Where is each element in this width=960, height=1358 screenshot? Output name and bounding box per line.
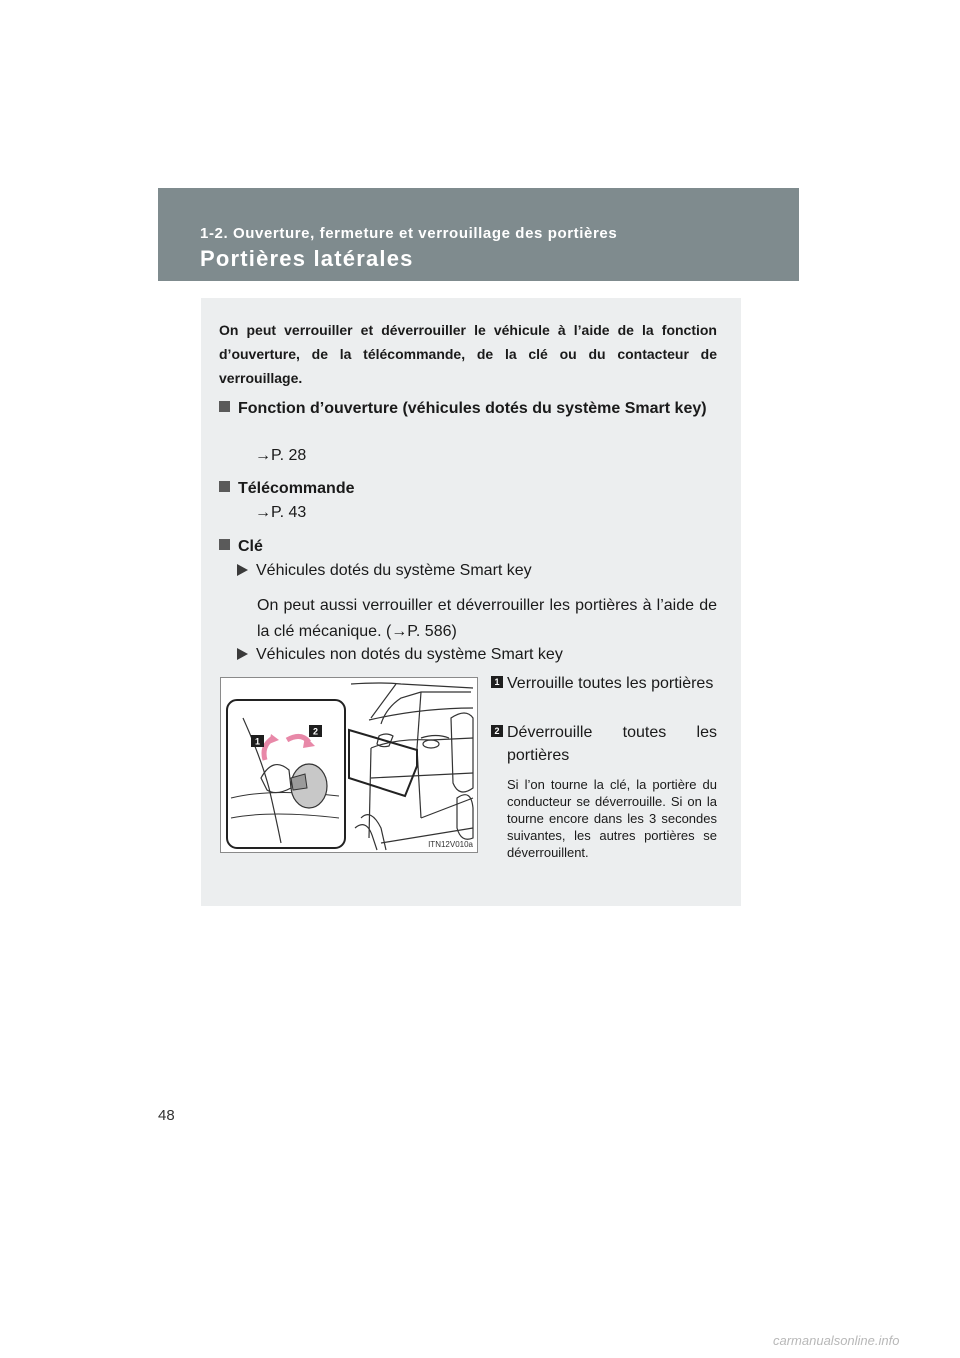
bullet-text: Véhicules non dotés du système Smart key [256,646,563,663]
step-2 [491,721,717,767]
step-text: Déverrouille toutes les portières [507,724,717,764]
triangle-bullet-icon [237,564,248,576]
bullet-no-smart-key [237,644,563,666]
heading-fonction-ouverture [219,397,718,420]
illustration-label-1: 1 [254,736,261,747]
page-title: Portières latérales [200,246,414,271]
heading-text: Fonction d’ouverture (véhicules dotés du système Smart key) [238,400,707,417]
square-bullet-icon [219,401,230,412]
page-reference-link[interactable]: →P. 43 [255,504,307,521]
door-key-illustration [220,677,478,853]
header-band [158,188,799,281]
step-1 [491,672,717,695]
content-box [201,298,741,906]
illustration-label-2: 2 [312,726,319,737]
triangle-bullet-icon [237,648,248,660]
page-number: 48 [158,1107,175,1124]
watermark: carmanualsonline.info [773,1333,900,1348]
intro-text: On peut verrouiller et déverrouiller le véhicule à l’aide de la fonction d’ouverture, de la télécommande, de la clé ou du contacteur de verrouillage. [219,322,717,386]
section-label: 1-2. Ouverture, fermeture et verrouillage des portières [200,225,618,242]
square-bullet-icon [219,539,230,550]
mechanical-key-paragraph: On peut aussi verrouiller et déverrouiller les portières à l’aide de la clé mécanique. (→P. 586) [257,597,717,640]
step-text: Verrouille toutes les portières [507,675,714,692]
heading-text: Clé [238,538,263,555]
note-text: Si l’on tourne la clé, la portière du conducteur se déverrouille. Si on la tourne encore dans les 3 secondes suivantes, les autres portières se déverrouillent. [507,777,717,860]
illustration-code: ITN12V010a [428,840,473,849]
heading-cle [219,535,719,558]
heading-text: Télécommande [238,480,355,497]
heading-telecommande [219,477,719,500]
page-reference-link[interactable]: →P. 28 [255,447,307,464]
step-number: 1 [491,676,503,688]
bullet-text: Véhicules dotés du système Smart key [256,562,532,579]
square-bullet-icon [219,481,230,492]
step-number: 2 [491,725,503,737]
bullet-smart-key [237,560,532,582]
